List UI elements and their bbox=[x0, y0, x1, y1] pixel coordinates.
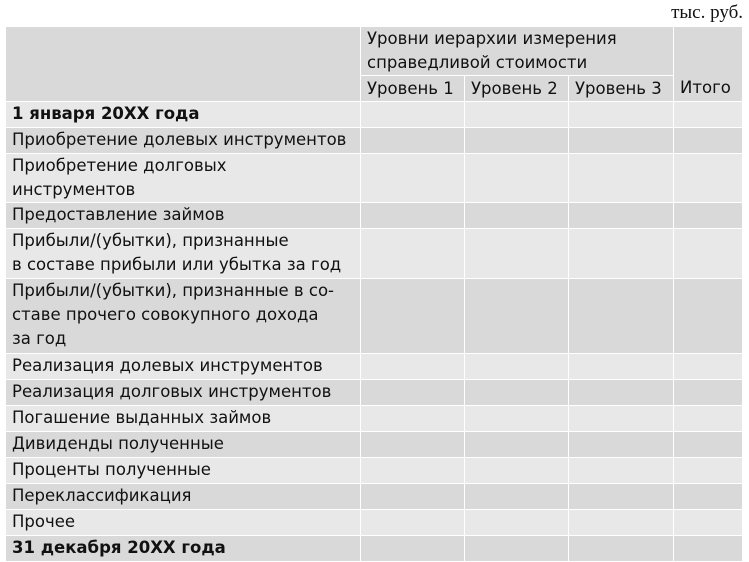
cell-level-1 bbox=[361, 154, 465, 203]
cell-level-1 bbox=[361, 484, 465, 510]
cell-level-2 bbox=[465, 380, 569, 406]
cell-total bbox=[674, 128, 743, 154]
cell-level-3 bbox=[569, 354, 674, 380]
cell-level-2 bbox=[465, 458, 569, 484]
table-row bbox=[6, 279, 743, 354]
cell-level-1 bbox=[361, 536, 465, 562]
cell-level-1 bbox=[361, 102, 465, 128]
row-label: Проценты полученные bbox=[6, 458, 361, 484]
header-empty-cell bbox=[6, 27, 361, 102]
row-label: Предоставление займов bbox=[6, 203, 361, 229]
cell-level-1 bbox=[361, 510, 465, 536]
cell-level-1 bbox=[361, 279, 465, 354]
table-row bbox=[6, 380, 743, 406]
cell-total bbox=[674, 536, 743, 562]
cell-level-2 bbox=[465, 279, 569, 354]
cell-level-3 bbox=[569, 406, 674, 432]
cell-level-2 bbox=[465, 432, 569, 458]
cell-level-3 bbox=[569, 154, 674, 203]
cell-level-2 bbox=[465, 510, 569, 536]
cell-total bbox=[674, 380, 743, 406]
table-row bbox=[6, 484, 743, 510]
cell-total bbox=[674, 510, 743, 536]
cell-level-3 bbox=[569, 203, 674, 229]
table-row bbox=[6, 432, 743, 458]
row-label: Приобретение долговых инструментов bbox=[6, 154, 361, 203]
cell-level-3 bbox=[569, 432, 674, 458]
row-label: Погашение выданных займов bbox=[6, 406, 361, 432]
cell-total bbox=[674, 406, 743, 432]
cell-level-3 bbox=[569, 229, 674, 279]
row-label-line: Прибыли/(убытки), признанные в со- bbox=[12, 281, 335, 300]
header-total: Итого bbox=[674, 27, 743, 102]
cell-level-3 bbox=[569, 102, 674, 128]
cell-level-1 bbox=[361, 458, 465, 484]
cell-level-1 bbox=[361, 128, 465, 154]
cell-level-1 bbox=[361, 432, 465, 458]
table-row bbox=[6, 154, 743, 203]
cell-level-2 bbox=[465, 406, 569, 432]
cell-level-3 bbox=[569, 380, 674, 406]
row-label: Реализация долговых инструментов bbox=[6, 380, 361, 406]
table-row bbox=[6, 229, 743, 279]
cell-level-3 bbox=[569, 128, 674, 154]
cell-level-2 bbox=[465, 484, 569, 510]
cell-level-3 bbox=[569, 484, 674, 510]
header-level-1: Уровень 1 bbox=[361, 76, 465, 102]
row-label bbox=[6, 229, 361, 279]
cell-level-1 bbox=[361, 406, 465, 432]
cell-total bbox=[674, 279, 743, 354]
row-label: Дивиденды полученные bbox=[6, 432, 361, 458]
row-label: Переклассификация bbox=[6, 484, 361, 510]
row-label-line: Прибыли/(убытки), признанные bbox=[12, 231, 289, 250]
cell-level-2 bbox=[465, 102, 569, 128]
cell-total bbox=[674, 458, 743, 484]
cell-total bbox=[674, 154, 743, 203]
row-label bbox=[6, 279, 361, 354]
row-label: Приобретение долевых инструментов bbox=[6, 128, 361, 154]
unit-label: тыс. руб. bbox=[671, 2, 743, 23]
cell-level-2 bbox=[465, 154, 569, 203]
cell-level-1 bbox=[361, 354, 465, 380]
header-level-2: Уровень 2 bbox=[465, 76, 569, 102]
fair-value-hierarchy-table bbox=[5, 26, 743, 562]
cell-total bbox=[674, 203, 743, 229]
table-row bbox=[6, 536, 743, 562]
header-hierarchy-levels: Уровни иерархии измерения справедливой стоимости bbox=[361, 27, 674, 76]
table-row bbox=[6, 354, 743, 380]
table-row bbox=[6, 458, 743, 484]
cell-level-3 bbox=[569, 510, 674, 536]
table-row bbox=[6, 203, 743, 229]
cell-level-2 bbox=[465, 128, 569, 154]
cell-level-2 bbox=[465, 203, 569, 229]
cell-level-2 bbox=[465, 536, 569, 562]
cell-level-3 bbox=[569, 536, 674, 562]
cell-total bbox=[674, 102, 743, 128]
row-label-line: за год bbox=[12, 329, 67, 348]
table-row bbox=[6, 128, 743, 154]
cell-level-3 bbox=[569, 279, 674, 354]
cell-level-2 bbox=[465, 354, 569, 380]
cell-total bbox=[674, 432, 743, 458]
header-level-3: Уровень 3 bbox=[569, 76, 674, 102]
table-row bbox=[6, 510, 743, 536]
row-label-closing-balance: 31 декабря 20XX года bbox=[6, 536, 361, 562]
table-row bbox=[6, 102, 743, 128]
cell-level-1 bbox=[361, 203, 465, 229]
row-label-line: ставе прочего совокупного дохода bbox=[12, 305, 319, 324]
row-label-opening-balance: 1 января 20XX года bbox=[6, 102, 361, 128]
cell-total bbox=[674, 354, 743, 380]
row-label: Реализация долевых инструментов bbox=[6, 354, 361, 380]
row-label: Прочее bbox=[6, 510, 361, 536]
cell-total bbox=[674, 484, 743, 510]
cell-total bbox=[674, 229, 743, 279]
row-label-line: в составе прибыли или убытка за год bbox=[12, 255, 342, 274]
cell-level-1 bbox=[361, 380, 465, 406]
cell-level-2 bbox=[465, 229, 569, 279]
cell-level-1 bbox=[361, 229, 465, 279]
table-row bbox=[6, 406, 743, 432]
cell-level-3 bbox=[569, 458, 674, 484]
